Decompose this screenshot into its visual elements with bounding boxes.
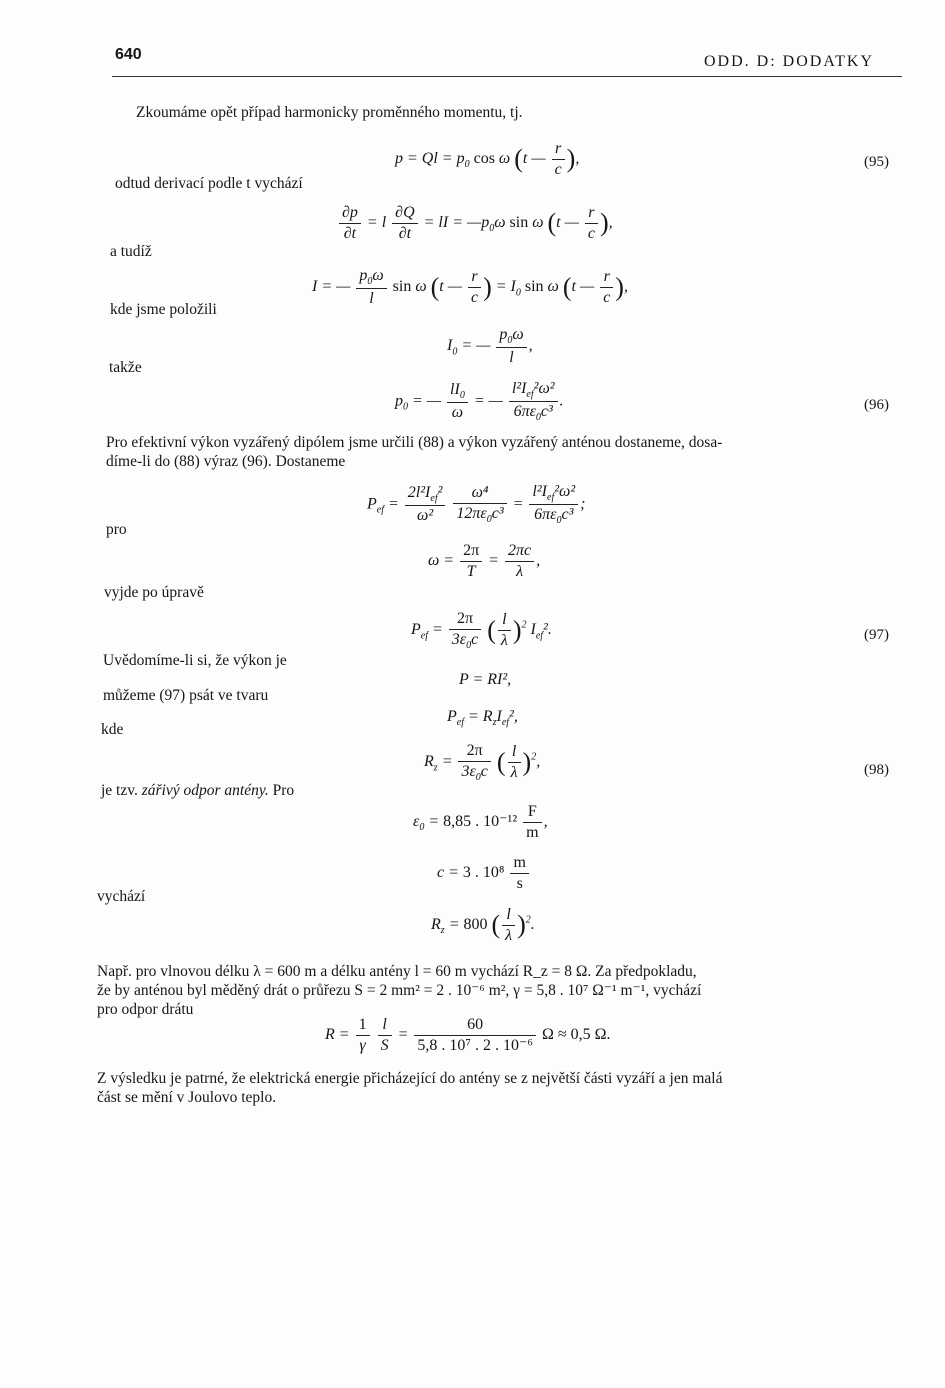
equation-pef-rz: $P_{ef} = R_zI_{ef}^2$, — [447, 708, 518, 729]
equation-number-98: (98) — [864, 762, 889, 778]
a-tudiz-text: a tudíž — [110, 243, 152, 260]
equation-number-95: (95) — [864, 154, 889, 170]
page-number: 640 — [115, 46, 142, 63]
kde-jsme-text: kde jsme položili — [110, 301, 217, 318]
uvedomime-text: Uvědomíme-li si, že výkon je — [103, 652, 287, 669]
header-rule — [112, 76, 902, 77]
section-title: ODD. D: DODATKY — [704, 53, 874, 70]
equation-omega: ω = $\frac{2\pi}{T}$ = $\frac{2\pi c}{\lambda}$ , — [428, 542, 541, 580]
vyjde-text: vyjde po úpravě — [104, 584, 204, 601]
vychazi-text: vychází — [97, 888, 146, 905]
pro-text: pro — [106, 521, 127, 538]
equation-power: P = RI², — [459, 671, 512, 688]
equation-epsilon0: $\varepsilon_0 = 8,85$ . 10⁻¹² $\frac{F}{m}$ , — [413, 803, 548, 841]
takze-text: takže — [109, 359, 142, 376]
muzeme-text: můžeme (97) psát ve tvaru — [103, 687, 269, 704]
equation-96: $p_0$ = — $\frac{lI_0}{\omega}$ = — $\frac{l^2I_{ef}^2\omega^2}{6\pi\varepsilon_0c^3}$ . — [395, 380, 564, 424]
equation-pef: $P_{ef}$ = $\frac{2l^2I_{ef}^2}{\text{ω²}}$ $\frac{\text{ω⁴}}{12\pi\varepsilon_0c^3}$ = $\frac{l^2I_{ef}^2\omega^2}{6\pi\varepsilon_0c^3}$ ; — [367, 483, 586, 527]
equation-number-97: (97) — [864, 627, 889, 643]
kde-text: kde — [101, 721, 124, 738]
equation-95: $p = Ql = p_0$ cos ω (t — $\frac{r}{c}$ ), — [395, 140, 580, 178]
paragraph-efektivni: Pro efektivní výkon vyzářený dipólem jsme určili (88) a výkon vyzářený anténou dostaneme, dosa- díme-li do (88) výraz (96). Dostaneme — [106, 434, 723, 470]
equation-rz-800: $R_z = 800$ ( $\frac{l}{\lambda}$ )$^2$. — [431, 906, 535, 944]
equation-number-96: (96) — [864, 397, 889, 413]
equation-speed-of-light: c = 3 . 10⁸ $\frac{m}{s}$ — [437, 854, 531, 892]
equation-derivative: $\frac{\partial p}{\partial t}$ = l $\frac{\partial Q}{\partial t}$ = lI = $—p_0\omega$ sin ω (t — $\frac{r}{c}$ ), — [337, 204, 613, 242]
equation-98: $R_z$ = $\frac{2\pi}{3\varepsilon_0c}$ ( $\frac{l}{\lambda}$ )$^2$, — [424, 742, 541, 783]
je-tzv-text: je tzv. zářivý odpor antény. Pro — [101, 782, 295, 799]
paragraph-conclusion: Z výsledku je patrné, že elektrická energie přicházející do antény se z největší části vyzáří a jen malá část se mění v Joulovo teplo. — [97, 1070, 723, 1106]
odtud-text: odtud derivací podle t vychází — [115, 175, 303, 192]
equation-current: I = — $\frac{p_0\omega}{l}$ sin ω (t — $\frac{r}{c}$ ) = $I_0$ sin ω (t — $\frac{r}{c}$ ), — [312, 267, 628, 308]
equation-wire-resistance: R = $\frac{1}{\gamma}$ $\frac{l}{S}$ = $\frac{60}{\text{5,8 . 10⁷ . 2 . 10⁻⁶}}$ Ω ≈ 0,5 Ω. — [325, 1016, 611, 1054]
equation-i0: $I_0$ = — $\frac{p_0\omega}{l}$ , — [447, 326, 533, 367]
equation-97: $P_{ef}$ = $\frac{2\pi}{3\varepsilon_0c}$ ( $\frac{l}{\lambda}$ )$^2$ $I_{ef}^2$. — [411, 610, 552, 651]
paragraph-example: Např. pro vlnovou délku λ = 600 m a délku antény l = 60 m vychází R_z = 8 Ω. Za předpokladu, že by anténou byl měděný drát o průřezu S = 2 mm² = 2 . 10⁻⁶ m², γ = 5,8 . 10⁷ Ω⁻¹ m⁻¹, vychází pro odpor drátu — [97, 963, 702, 1018]
intro-text: Zkoumáme opět případ harmonicky proměnného momentu, tj. — [136, 104, 523, 121]
